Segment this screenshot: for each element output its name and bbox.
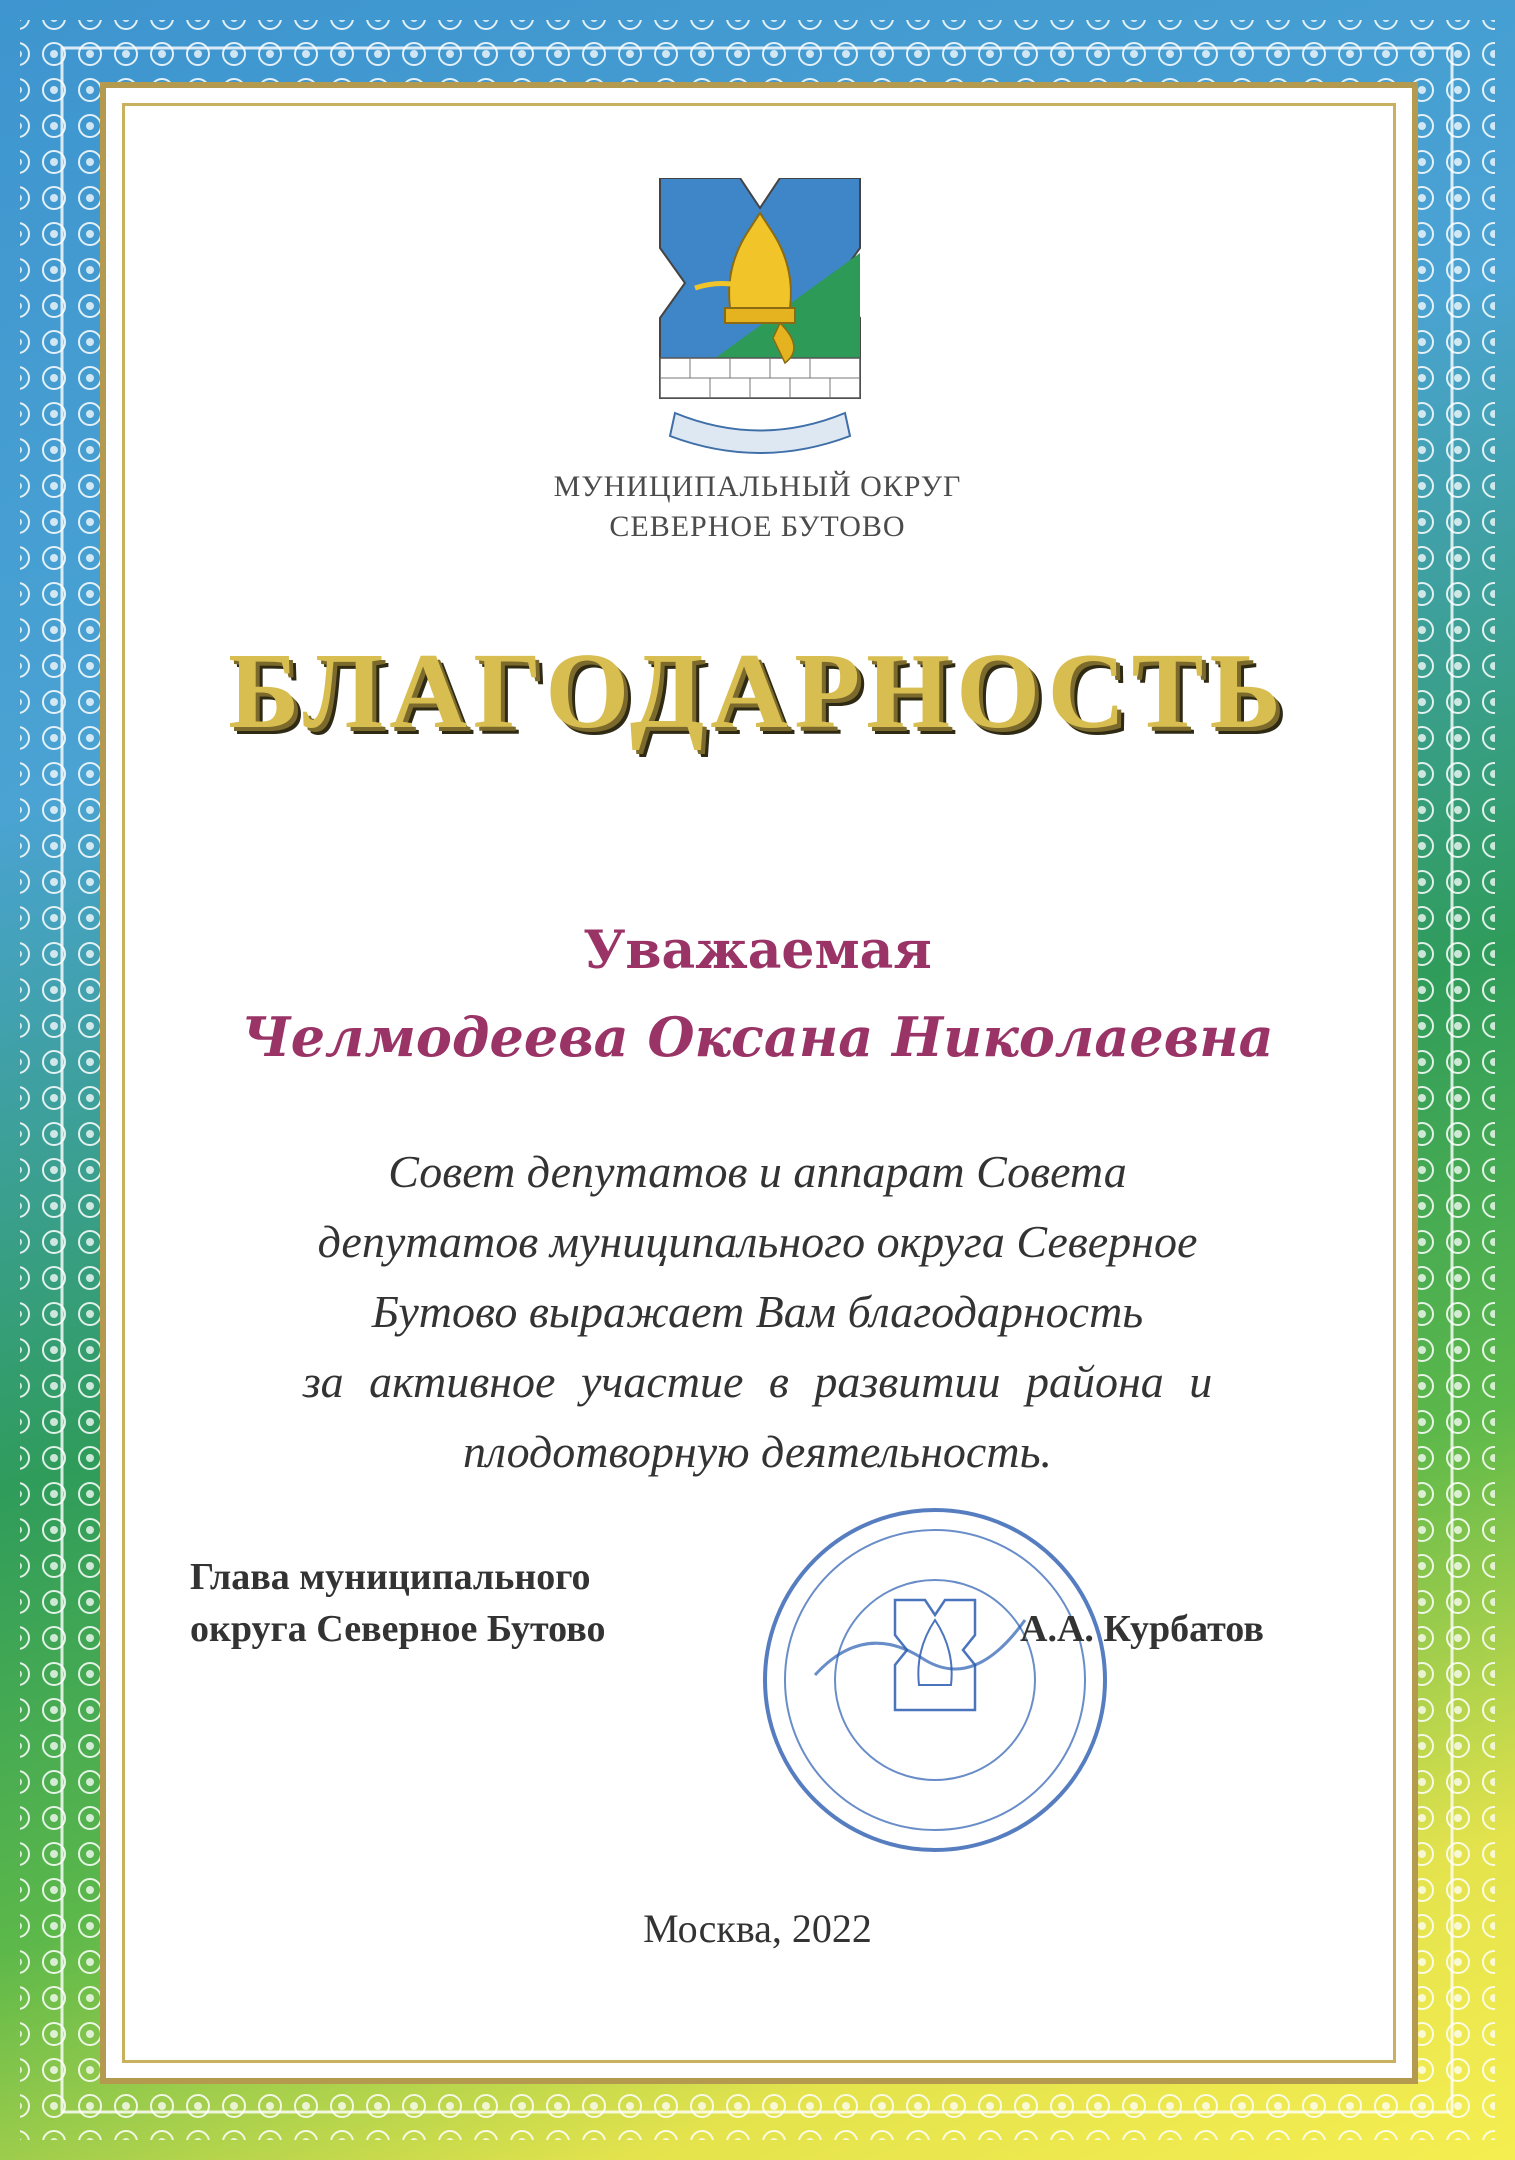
body-line-5: плодотворную деятельность. (462, 1426, 1053, 1477)
body-line-4: за активное участие в развитии района и (302, 1356, 1213, 1407)
recipient-name: Челмодеева Оксана Николаевна (241, 1005, 1274, 1069)
body-line-1: Совет депутатов и аппарат Совета (388, 1146, 1127, 1197)
coat-of-arms-icon (655, 178, 865, 468)
place-and-year: Москва, 2022 (643, 1906, 872, 1951)
signatory-title-line-1: Глава муниципального (190, 1556, 591, 1598)
body-line-2: депутатов муниципального округа Северное (317, 1216, 1198, 1267)
signatory-title-line-2: округа Северное Бутово (190, 1608, 606, 1650)
organization-line-1: МУНИЦИПАЛЬНЫЙ ОКРУГ (553, 470, 962, 503)
salutation: Уважаемая (583, 920, 932, 981)
official-seal-icon (755, 1500, 1115, 1860)
certificate-title: БЛАГОДАРНОСТЬ (228, 632, 1287, 751)
organization-line-2: СЕВЕРНОЕ БУТОВО (609, 510, 906, 543)
body-line-3: Бутово выражает Вам благодарность (371, 1286, 1144, 1337)
signatory-name: А.А. Курбатов (1020, 1608, 1264, 1650)
